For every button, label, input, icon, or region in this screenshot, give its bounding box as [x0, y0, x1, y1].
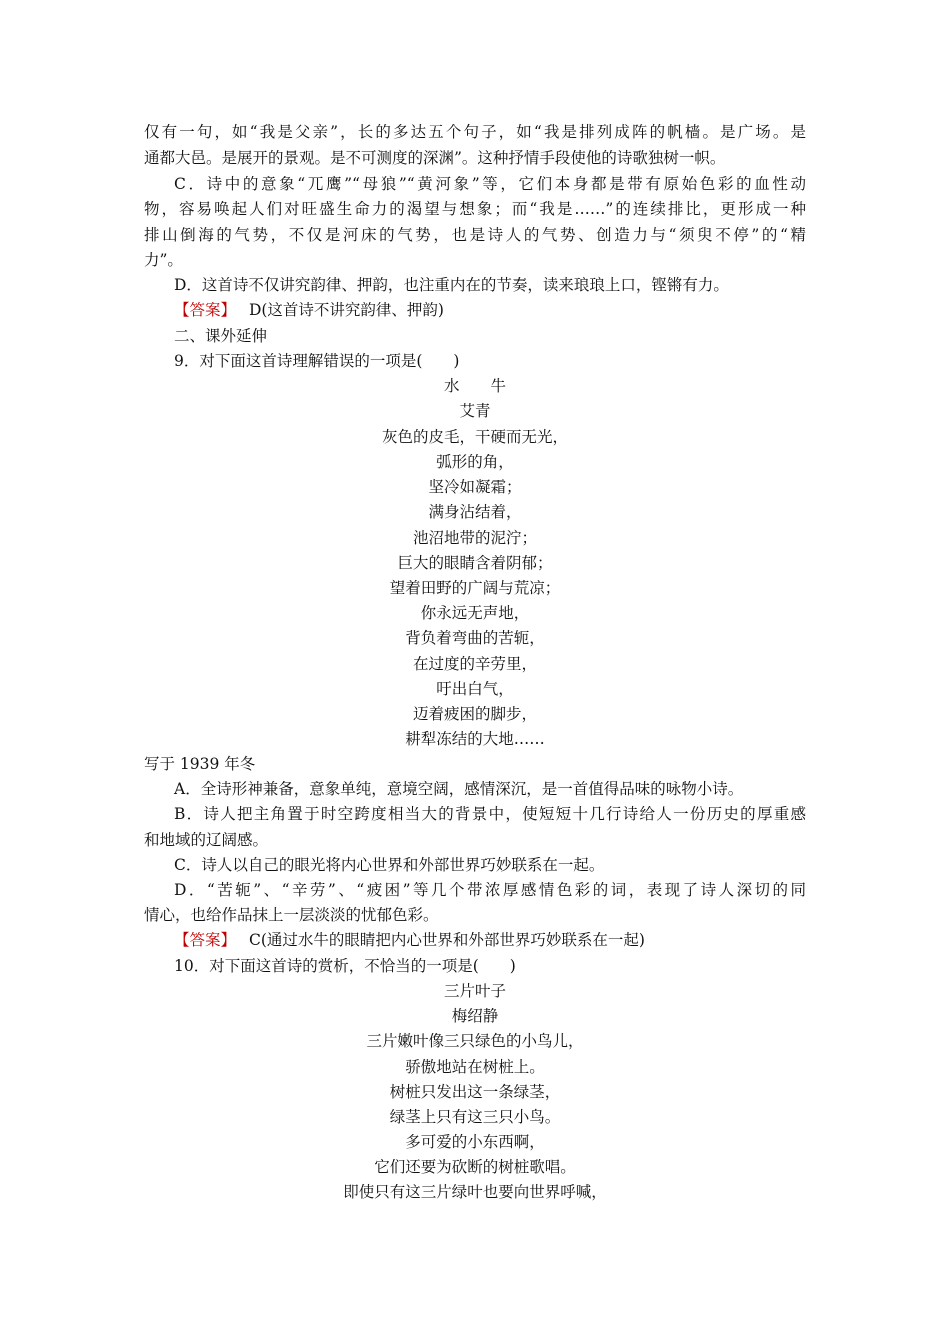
- section-heading: 二、课外延伸: [174, 327, 268, 345]
- poem-line: 即使只有这三片绿叶也要向世界呼喊，: [343, 1183, 607, 1201]
- poem-line: 池沼地带的泥泞；: [412, 529, 537, 547]
- question-10: 10．对下面这首诗的赏析，不恰当的一项是( ): [174, 957, 516, 975]
- option-b-line: 和地域的辽阔感。: [144, 831, 269, 849]
- paragraph-line: 仅有一句，如“我是父亲”，长的多达五个句子，如“我是排列成阵的帆樯。是广场。是: [144, 123, 806, 141]
- poem-line: 巨大的眼睛含着阴郁；: [397, 554, 553, 572]
- poem-line: 灰色的皮毛，干硬而无光，: [381, 428, 568, 446]
- poem-author: 艾青: [459, 402, 491, 420]
- poem-line: 三片嫩叶像三只绿色的小鸟儿，: [366, 1032, 584, 1050]
- option-b-line: B．诗人把主角置于时空跨度相当大的背景中，使短短十几行诗给人一份历史的厚重感: [174, 805, 806, 823]
- poem-author: 梅绍静: [451, 1007, 499, 1025]
- question-9: 9．对下面这首诗理解错误的一项是( ): [174, 352, 460, 370]
- poem-line: 弧形的角，: [436, 453, 514, 471]
- option-a: A．全诗形神兼备，意象单纯，意境空阔，感情深沉，是一首值得品味的咏物小诗。: [174, 780, 744, 798]
- option-c-line: 排山倒海的气势，不仅是河床的气势，也是诗人的气势、创造力与“须臾不停”的“精: [144, 226, 806, 244]
- answer-text: C(通过水牛的眼睛把内心世界和外部世界巧妙联系在一起): [248, 931, 645, 949]
- option-c: C．诗人以自己的眼光将内心世界和外部世界巧妙联系在一起。: [174, 856, 605, 874]
- option-d-line: D．这首诗不仅讲究韵律、押韵，也注重内在的节奏，读来琅琅上口，铿锵有力。: [174, 276, 729, 294]
- option-c-line: C．诗中的意象“兀鹰”“母狼”“黄河象”等，它们本身都是带有原始色彩的血性动: [174, 175, 806, 193]
- poem-line: 望着田野的广阔与荒凉；: [389, 579, 561, 597]
- poem-title: 三片叶子: [443, 982, 506, 1000]
- answer-tag: 【答案】: [174, 301, 237, 319]
- poem-line: 多可爱的小东西啊，: [405, 1133, 545, 1151]
- poem-line: 迈着疲困的脚步，: [412, 705, 537, 723]
- poem-line: 满身沾结着，: [428, 503, 522, 521]
- poem-line: 绿茎上只有这三只小鸟。: [389, 1108, 561, 1126]
- poem-line: 你永远无声地，: [420, 604, 530, 622]
- option-c-line: 力”。: [144, 251, 183, 269]
- poem-line: 背负着弯曲的苦轭，: [405, 629, 545, 647]
- poem-line: 在过度的辛劳里，: [412, 655, 537, 673]
- answer-text: D(这首诗不讲究韵律、押韵): [248, 301, 444, 319]
- option-c-line: 物，容易唤起人们对旺盛生命力的渴望与想象；而“我是……”的连续排比，更形成一种: [144, 200, 806, 218]
- option-d-line: D．“苦轭”、“辛劳”、“疲困”等几个带浓厚感情色彩的词，表现了诗人深切的同: [174, 881, 806, 899]
- poem-line: 坚冷如凝霜；: [428, 478, 522, 496]
- poem-line: 骄傲地站在树桩上。: [405, 1058, 545, 1076]
- answer-line: [174, 930, 645, 950]
- poem-line: 它们还要为砍断的树桩歌唱。: [374, 1158, 576, 1176]
- poem-line: 耕犁冻结的大地……: [405, 730, 545, 748]
- paragraph-line: 通都大邑。是展开的景观。是不可测度的深渊”。这种抒情手段使他的诗歌独树一帜。: [144, 149, 726, 167]
- option-d-line: 情心，也给作品抹上一层淡淡的忧郁色彩。: [144, 906, 439, 924]
- poem-line: 吁出白气，: [436, 680, 514, 698]
- poem-line: 树桩只发出这一条绿茎，: [389, 1083, 561, 1101]
- answer-line: [174, 300, 444, 320]
- poem-title: 水 牛: [443, 377, 506, 395]
- answer-tag: 【答案】: [174, 931, 237, 949]
- poem-date: 写于 1939 年冬: [144, 755, 256, 773]
